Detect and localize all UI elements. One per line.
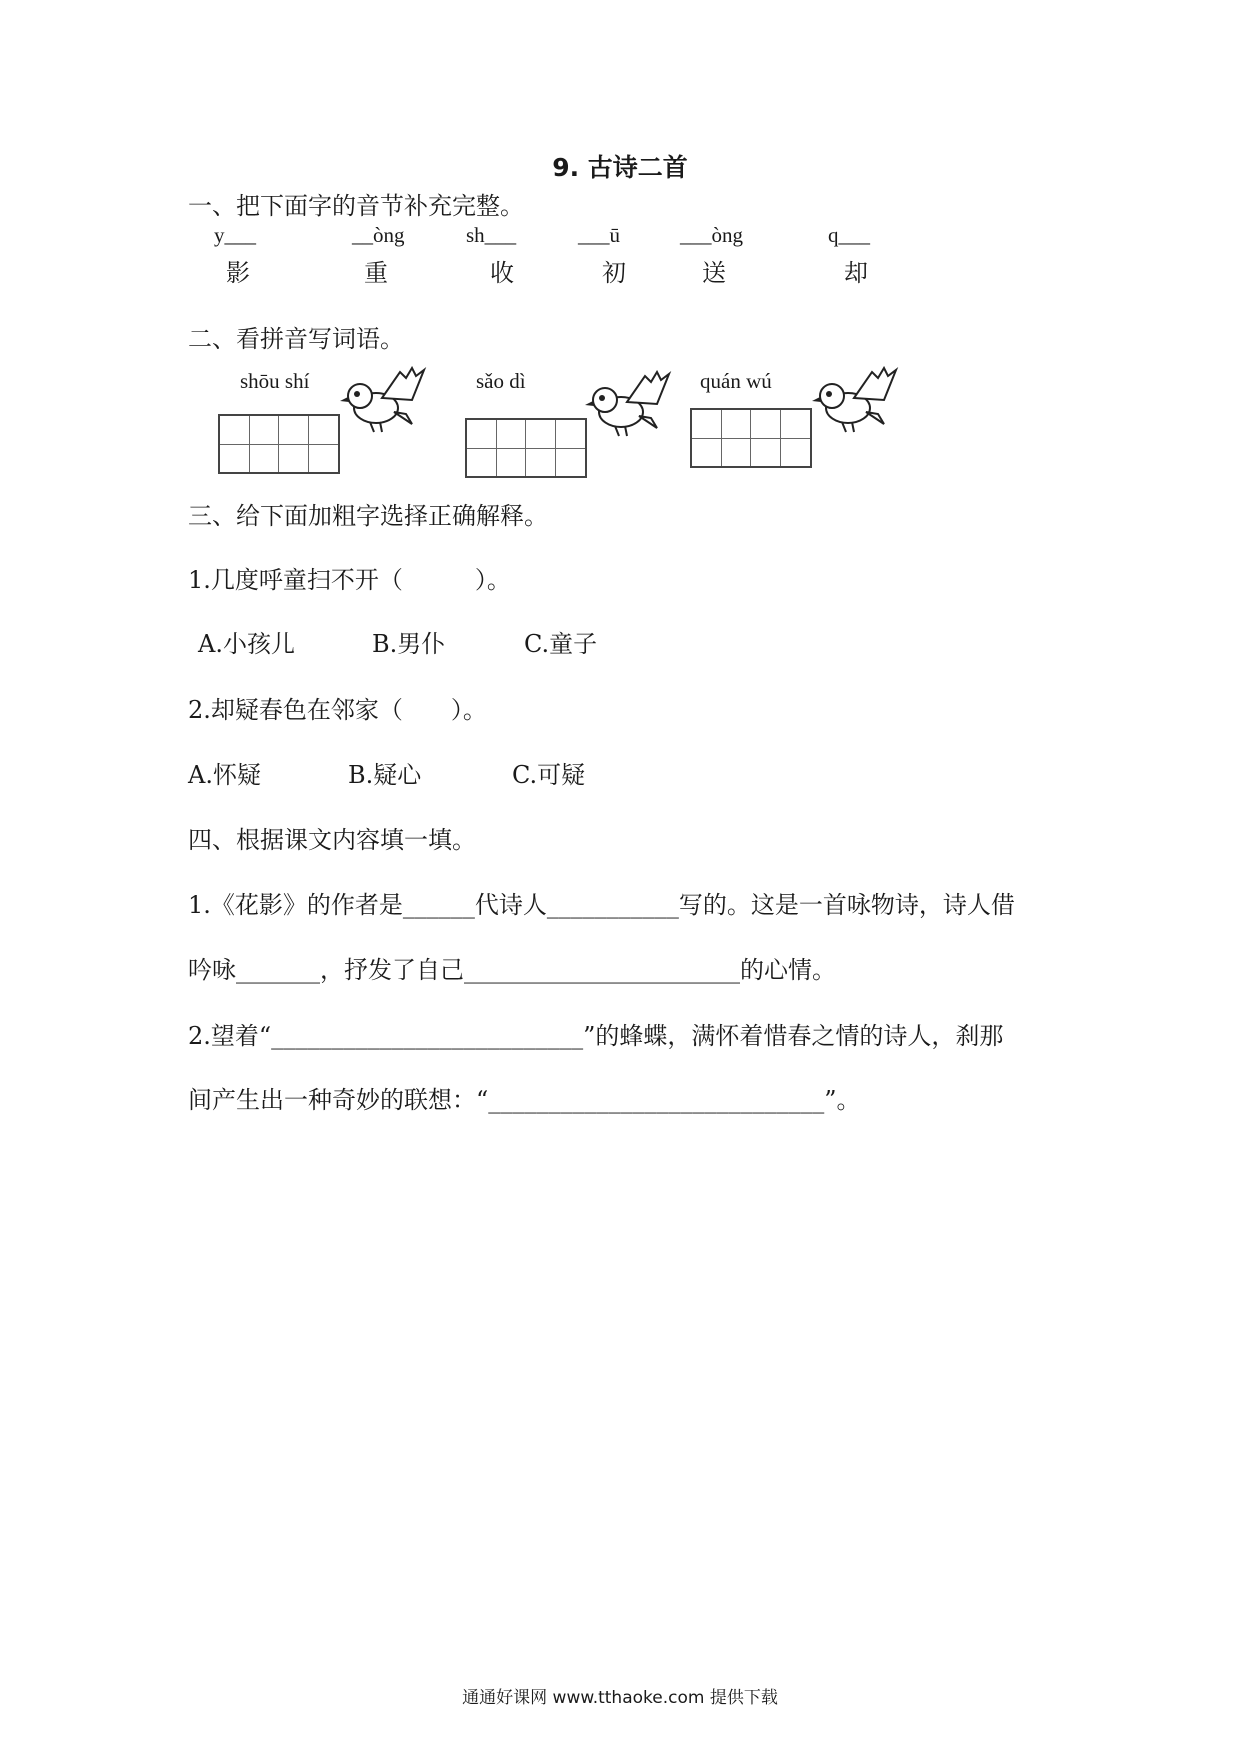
writing-grid[interactable]	[218, 414, 340, 474]
pinyin-blank: sh___	[466, 223, 517, 247]
pinyin-blank: y___	[214, 223, 256, 247]
fill-in-line: 吟咏_______，抒发了自己_______________________的心情。	[188, 956, 836, 984]
option-c[interactable]: C.童子	[524, 630, 598, 658]
section4-heading: 四、根据课文内容填一填。	[188, 826, 476, 854]
hanzi: 影	[226, 259, 250, 287]
bird-icon	[812, 366, 902, 436]
pinyin-blank: ___ū	[578, 223, 620, 247]
pinyin-blank: __òng	[352, 223, 405, 247]
pinyin-label: sǎo dì	[476, 369, 526, 393]
question-1: 1.几度呼童扫不开（ ）。	[188, 566, 511, 594]
hanzi: 收	[490, 259, 514, 287]
pinyin-label: shōu shí	[240, 369, 310, 393]
option-a[interactable]: A.小孩儿	[198, 630, 295, 658]
pinyin-blank: ___òng	[680, 223, 743, 247]
hanzi: 送	[702, 259, 726, 287]
option-b[interactable]: B.男仆	[372, 630, 446, 658]
pinyin-blank: q___	[828, 223, 870, 247]
bird-icon	[340, 366, 430, 436]
section3-heading: 三、给下面加粗字选择正确解释。	[188, 502, 548, 530]
section2-heading: 二、看拼音写词语。	[188, 325, 404, 353]
option-c[interactable]: C.可疑	[512, 761, 586, 789]
hanzi: 却	[844, 259, 868, 287]
footer-credit: 通通好课网 www.tthaoke.com 提供下载	[462, 1688, 778, 1708]
option-b[interactable]: B.疑心	[348, 761, 422, 789]
pinyin-label: quán wú	[700, 369, 772, 393]
writing-grid[interactable]	[465, 418, 587, 478]
page-title: 9. 古诗二首	[552, 153, 688, 182]
writing-grid[interactable]	[690, 408, 812, 468]
fill-in-line: 间产生出一种奇妙的联想：“____________________________”。	[188, 1086, 861, 1114]
hanzi: 重	[364, 259, 388, 287]
fill-in-line: 1.《花影》的作者是______代诗人___________写的。这是一首咏物诗，诗人借	[188, 891, 1015, 919]
bird-icon	[585, 370, 675, 440]
section1-heading: 一、把下面字的音节补充完整。	[188, 192, 524, 220]
hanzi: 初	[602, 259, 626, 287]
question-2: 2.却疑春色在邻家（ ）。	[188, 696, 487, 724]
option-a[interactable]: A.怀疑	[188, 761, 261, 789]
fill-in-line: 2.望着“__________________________”的蜂蝶，满怀着惜春之情的诗人，刹那	[188, 1022, 1004, 1050]
